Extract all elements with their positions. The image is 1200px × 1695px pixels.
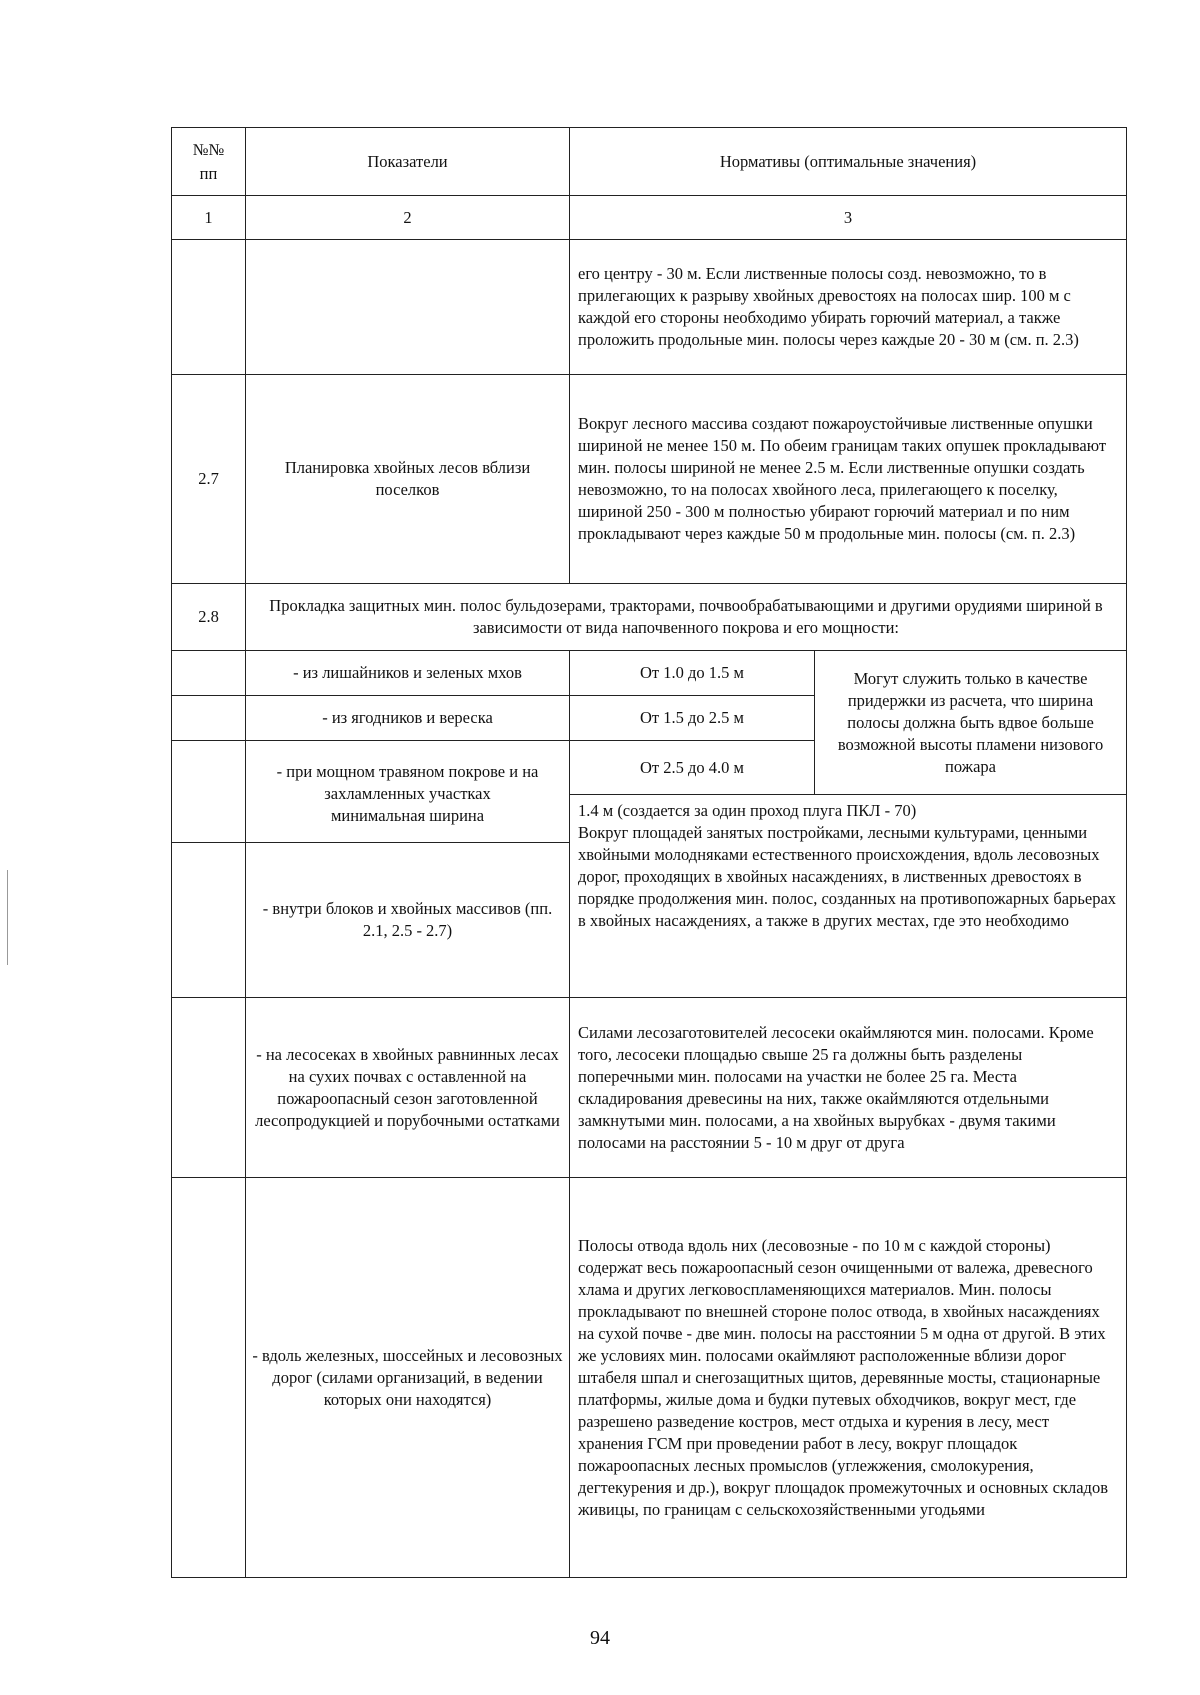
norm-roads: Полосы отвода вдоль них (лесовозные - по 10 м с каждой стороны) содержат весь пожароопасный сезон очищенными от валежа, древесного хлама и других легковоспламеняющихся материалов. Мин. полосы прокладывают по внешней стороне полос отвода, в хвойных насаждениях на сухой почве - две мин. полосы на расстоянии 5 м одна от другой. В этих же условиях мин. полосами окаймляют расположенные вблизи дорог штабеля шпал и снегозащитных щитов, деревянные мосты, стационарные платформы, жилые дома и будки путевых обходчиков, вокруг мест, где разрешено разведение костров, мест отдыха и курения в лесу, мест хранения ГСМ при проведении работ в лесу, вокруг площадок пожароопасных лесных промыслов (углежжения, смолокурения, дегтекурения и др.), вокруг площадок промежуточных и основных складов живицы, по границам с сельскохозяйственными угодьями <box>570 1178 1127 1578</box>
col-number-1: 1 <box>172 196 246 240</box>
norms-table <box>171 127 1127 1578</box>
col-number-3: 3 <box>570 196 1127 240</box>
indicator-grass: - при мощном травяном покрове и на захламленных участках <box>276 762 539 803</box>
indicator-berry: - из ягодников и вереска <box>246 696 570 741</box>
row-num-empty <box>172 741 246 843</box>
scan-edge-mark <box>7 870 8 965</box>
indicator-grass-minwidth <box>246 741 570 843</box>
row-number-2-8: 2.8 <box>172 584 246 651</box>
table-row-roads <box>172 1178 1127 1578</box>
table-row-lichen <box>172 651 1127 696</box>
width-grass: От 2.5 до 4.0 м <box>570 741 815 795</box>
width-lichen: От 1.0 до 1.5 м <box>570 651 815 696</box>
indicator-minwidth: минимальная ширина <box>330 806 485 825</box>
indicator-roads: - вдоль железных, шоссейных и лесовозных дорог (силами организаций, в ведении которых они находятся) <box>246 1178 570 1578</box>
indicator-cutting: - на лесосеках в хвойных равнинных лесах на сухих почвах с оставленной на пожароопасный сезон заготовленной лесопродукцией и порубочными остатками <box>246 998 570 1178</box>
row-num-empty <box>172 651 246 696</box>
header-indicator: Показатели <box>246 128 570 196</box>
row-num-empty <box>172 998 246 1178</box>
row-num-empty <box>172 240 246 375</box>
indicator-planning: Планировка хвойных лесов вблизи поселков <box>246 375 570 584</box>
header-row <box>172 128 1127 196</box>
table-row-continuation <box>172 240 1127 375</box>
norm-continuation: его центру - 30 м. Если лиственные полосы созд. невозможно, то в прилегающих к разрыву хвойных древостоях на полосах шир. 100 м с каждой его стороны необходимо убирать горючий материал, а также проложить продольные мин. полосы через каждые 20 - 30 м (см. п. 2.3) <box>570 240 1127 375</box>
strips-description: Прокладка защитных мин. полос бульдозерами, тракторами, почвообрабатывающими и другими орудиями шириной в зависимости от вида напочвенного покрова и его мощности: <box>246 584 1127 651</box>
indicator-lichen: - из лишайников и зеленых мхов <box>246 651 570 696</box>
barrier-note: Могут служить только в качестве придержки из расчета, что ширина полосы должна быть вдвое больше возможной высоты пламени низового пожара <box>815 651 1127 795</box>
row-num-empty <box>172 696 246 741</box>
header-num-cell <box>172 128 246 196</box>
row-indicator-empty <box>246 240 570 375</box>
table-row-2-8 <box>172 584 1127 651</box>
table-row-2-7 <box>172 375 1127 584</box>
page-number: 94 <box>590 1627 610 1649</box>
norm-planning: Вокруг лесного массива создают пожароустойчивые лиственные опушки шириной не менее 150 м. По обеим границам таких опушек прокладывают мин. полосы шириной не менее 2.5 м. Если лиственные опушки создать невозможно, то на полосах хвойного леса, прилегающего к поселку, шириной 250 - 300 м полностью убирают горючий материал и по ним прокладывают через каждые 50 м продольные мин. полосы (см. п. 2.3) <box>570 375 1127 584</box>
column-numbers-row <box>172 196 1127 240</box>
row-num-empty <box>172 843 246 998</box>
table-row-cutting <box>172 998 1127 1178</box>
indicator-blocks: - внутри блоков и хвойных массивов (пп. 2.1, 2.5 - 2.7) <box>246 843 570 998</box>
norm-plow-strips: 1.4 м (создается за один проход плуга ПКЛ - 70) Вокруг площадей занятых постройками, лесными культурами, ценными хвойными молодняками естественного происхождения, вдоль лесовозных дорог, проходящих в хвойных насаждениях, в лиственных древостоях в порядке продолжения мин. полос, созданных на противопожарных барьерах в хвойных насаждениях, а также в других местах, где это необходимо <box>570 795 1127 998</box>
header-num: №№ пп <box>192 139 225 183</box>
norm-cutting: Силами лесозаготовителей лесосеки окаймляются мин. полосами. Кроме того, лесосеки площадью свыше 25 га должны быть разделены поперечными мин. полосами на участки не более 25 га. Места складирования древесины на них, также окаймляются отдельными замкнутыми мин. полосами, а на хвойных вырубках - двумя такими полосами на расстоянии 5 - 10 м друг от друга <box>570 998 1127 1178</box>
col-number-2: 2 <box>246 196 570 240</box>
row-num-empty <box>172 1178 246 1578</box>
width-berry: От 1.5 до 2.5 м <box>570 696 815 741</box>
row-number-2-7: 2.7 <box>172 375 246 584</box>
header-norms: Нормативы (оптимальные значения) <box>570 128 1127 196</box>
